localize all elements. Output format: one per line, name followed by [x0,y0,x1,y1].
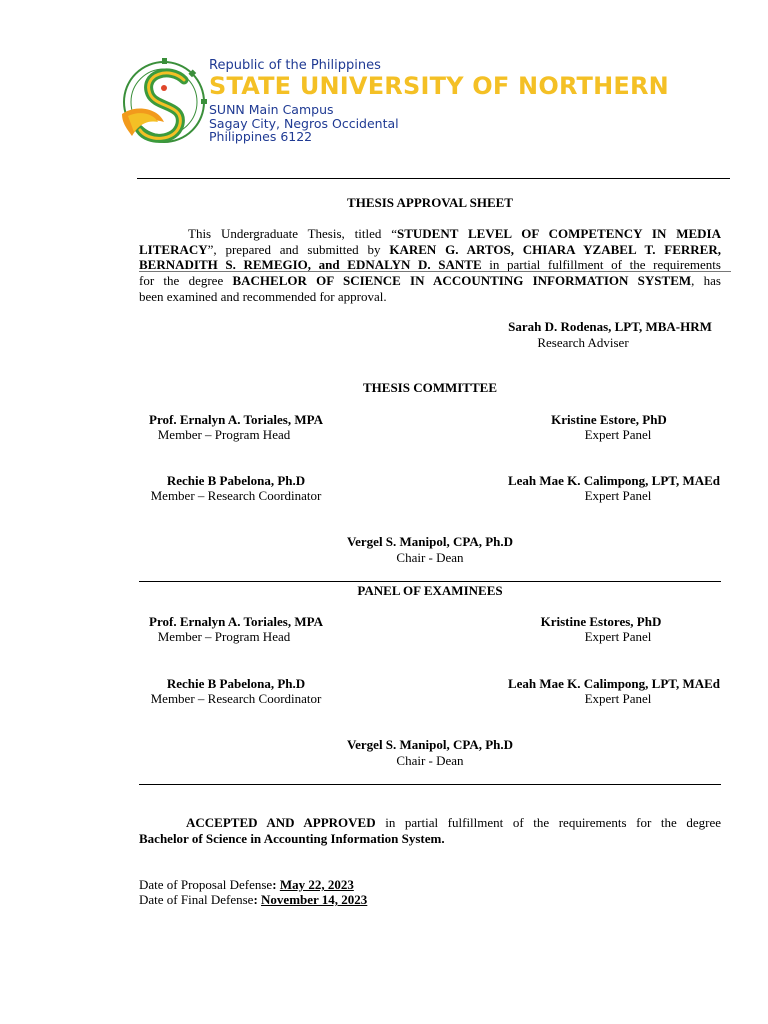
panel-member-2-role: Expert Panel [584,629,652,644]
committee-member-2-role: Expert Panel [584,427,652,442]
panel-member-3-name: Rechie B Pabelona, Ph.D [166,676,306,691]
country-label: Philippines 6122 [209,129,313,144]
committee-divider [139,581,721,582]
committee-member-3-name: Rechie B Pabelona, Ph.D [166,473,306,488]
panel-chair-name: Vergel S. Manipol, CPA, Ph.D [346,737,514,752]
republic-label: Republic of the Philippines [209,58,381,73]
panel-member-4-name: Leah Mae K. Calimpong, LPT, MAEd [507,676,721,691]
campus-label: SUNN Main Campus [209,102,334,117]
adviser-name: Sarah D. Rodenas, LPT, MBA-HRM [508,319,712,334]
committee-member-4-role: Expert Panel [584,488,652,503]
committee-heading: THESIS COMMITTEE [362,380,497,395]
panel-divider [139,784,721,785]
panel-heading: PANEL OF EXAMINEES [357,583,503,598]
committee-member-1-name: Prof. Ernalyn A. Toriales, MPA [149,412,323,427]
committee-member-4-name: Leah Mae K. Calimpong, LPT, MAEd [507,473,721,488]
committee-member-3-role: Member – Research Coordinator [150,488,322,503]
panel-member-3-role: Member – Research Coordinator [150,691,322,706]
city-label: Sagay City, Negros Occidental [209,116,399,131]
intro-line-2: LITERACY”, prepared and submitted by KAREN G. ARTOS, CHIARA YZABEL T. FERRER, [139,242,721,257]
final-defense-date: November 14, 2023 [261,892,368,907]
panel-chair-role: Chair - Dean [396,753,464,768]
panel-member-2-name: Kristine Estores, PhD [540,614,662,629]
committee-chair-name: Vergel S. Manipol, CPA, Ph.D [346,534,514,549]
header-divider [137,178,730,179]
proposal-defense-label: Date of Proposal Defense [139,877,273,892]
accepted-line-1 [139,815,721,831]
accepted-text: in partial fulfillment of the requirements for the degree [375,815,721,830]
university-name: STATE UNIVERSITY OF NORTHERN [209,72,669,100]
accepted-lead: ACCEPTED AND APPROVED [186,815,376,830]
intro-line-4: for the degree BACHELOR OF SCIENCE IN ACCOUNTING INFORMATION SYSTEM, has [139,273,721,288]
thesis-title-part-1: STUDENT LEVEL OF COMPETENCY IN MEDIA [396,226,721,241]
intro-line-5: been examined and recommended for approval. [139,289,387,304]
final-defense-label: Date of Final Defense [139,892,254,907]
committee-member-1-role: Member – Program Head [157,427,291,442]
intro-line-3: BERNADITH S. REMEGIO, and EDNALYN D. SANTE in partial fulfillment of the requirements [139,257,721,272]
panel-member-1-name: Prof. Ernalyn A. Toriales, MPA [149,614,323,629]
panel-member-1-role: Member – Program Head [157,629,291,644]
adviser-role: Research Adviser [537,335,629,350]
committee-chair-role: Chair - Dean [396,550,464,565]
accepted-degree: Bachelor of Science in Accounting Information System. [139,831,445,846]
proposal-defense-row: Date of Proposal Defense: May 22, 2023 [139,877,354,892]
panel-member-4-role: Expert Panel [584,691,652,706]
intro-rule [139,271,731,272]
university-seal [118,52,212,162]
page-title: THESIS APPROVAL SHEET [347,195,513,210]
final-defense-row: Date of Final Defense: November 14, 2023 [139,892,368,907]
committee-member-2-name: Kristine Estore, PhD [551,412,667,427]
intro-line-1 [139,226,721,242]
proposal-defense-date: May 22, 2023 [279,877,354,892]
intro-text-1: This Undergraduate Thesis, titled “ [188,226,397,241]
